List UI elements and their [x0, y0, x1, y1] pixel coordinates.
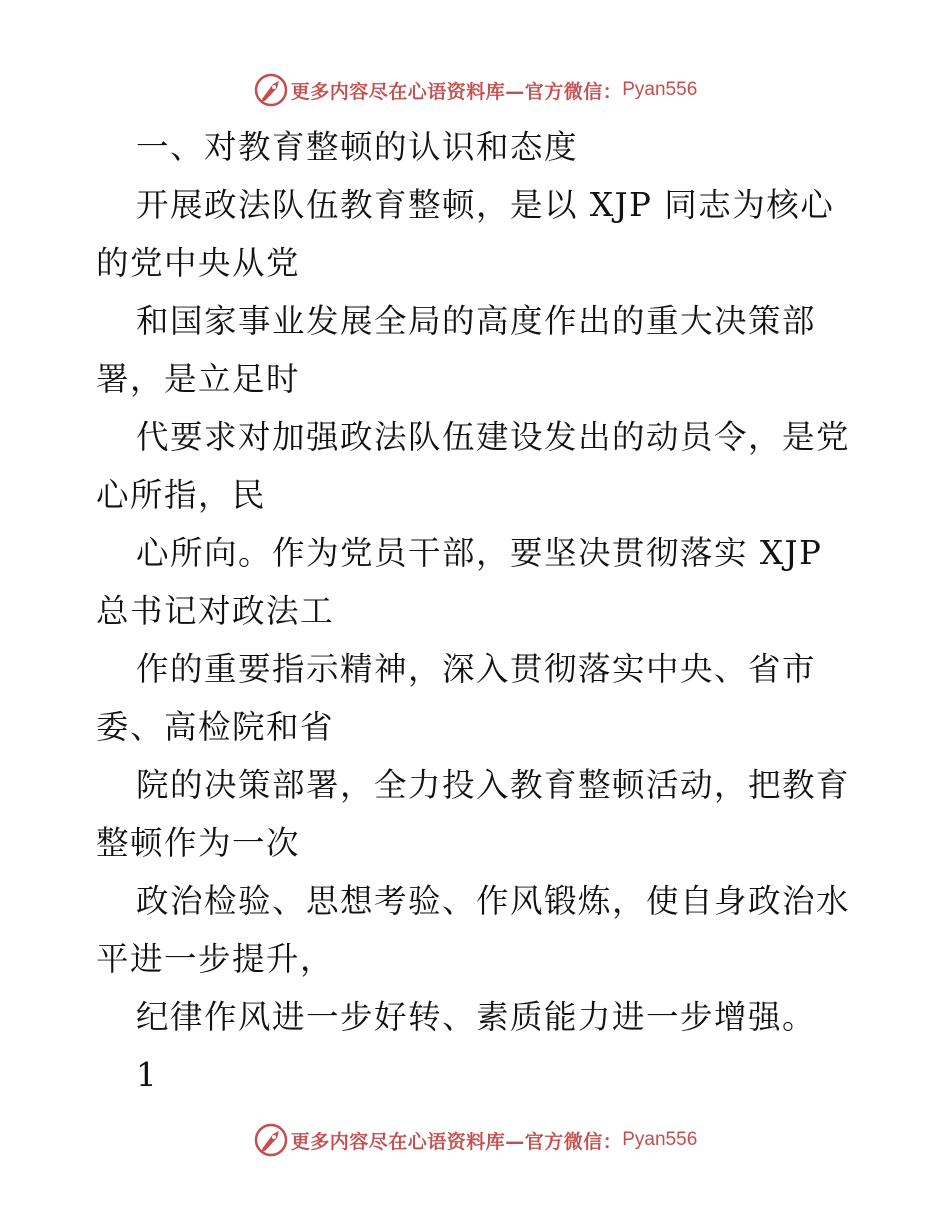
paragraph-line: 开展政法队伍教育整顿，是以 XJP 同志为核心 — [136, 186, 835, 224]
paragraph-line: 委、高检院和省 — [96, 708, 335, 746]
paragraph-line: 政治检验、思想考验、作风锻炼，使自身政治水 — [136, 882, 851, 920]
paragraph-line: 总书记对政法工 — [96, 592, 335, 630]
watermark-text: 更多内容尽在心语资料库—官方微信： — [290, 80, 623, 103]
paragraph-line: 心所向。作为党员干部，要坚决贯彻落实 XJP — [136, 534, 823, 572]
page-number: 1 — [136, 1056, 159, 1094]
watermark-wechat-id: Pyan556 — [622, 1129, 698, 1150]
paragraph-line: 心所指，民 — [96, 476, 267, 514]
paragraph-line: 整顿作为一次 — [96, 824, 301, 862]
paragraph-line: 代要求对加强政法队伍建设发出的动员令，是党 — [136, 418, 851, 456]
header-watermark-banner — [0, 68, 950, 112]
footer-watermark-banner — [0, 1118, 950, 1162]
paragraph-line: 和国家事业发展全局的高度作出的重大决策部 — [136, 302, 817, 340]
pen-nib-icon — [253, 1122, 289, 1158]
watermark-wechat-id: Pyan556 — [622, 79, 698, 100]
paragraph-line: 纪律作风进一步好转、素质能力进一步增强。 — [136, 998, 817, 1036]
watermark-text: 更多内容尽在心语资料库—官方微信： — [290, 1130, 623, 1153]
paragraph-line: 院的决策部署，全力投入教育整顿活动，把教育 — [136, 766, 851, 804]
paragraph-line: 的党中央从党 — [96, 244, 301, 282]
paragraph-line: 作的重要指示精神，深入贯彻落实中央、省市 — [136, 650, 817, 688]
paragraph-line: 署，是立足时 — [96, 360, 301, 398]
paragraph-line: 平进一步提升， — [96, 940, 335, 978]
section-heading: 一、对教育整顿的认识和态度 — [136, 128, 579, 166]
pen-nib-icon — [253, 72, 289, 108]
